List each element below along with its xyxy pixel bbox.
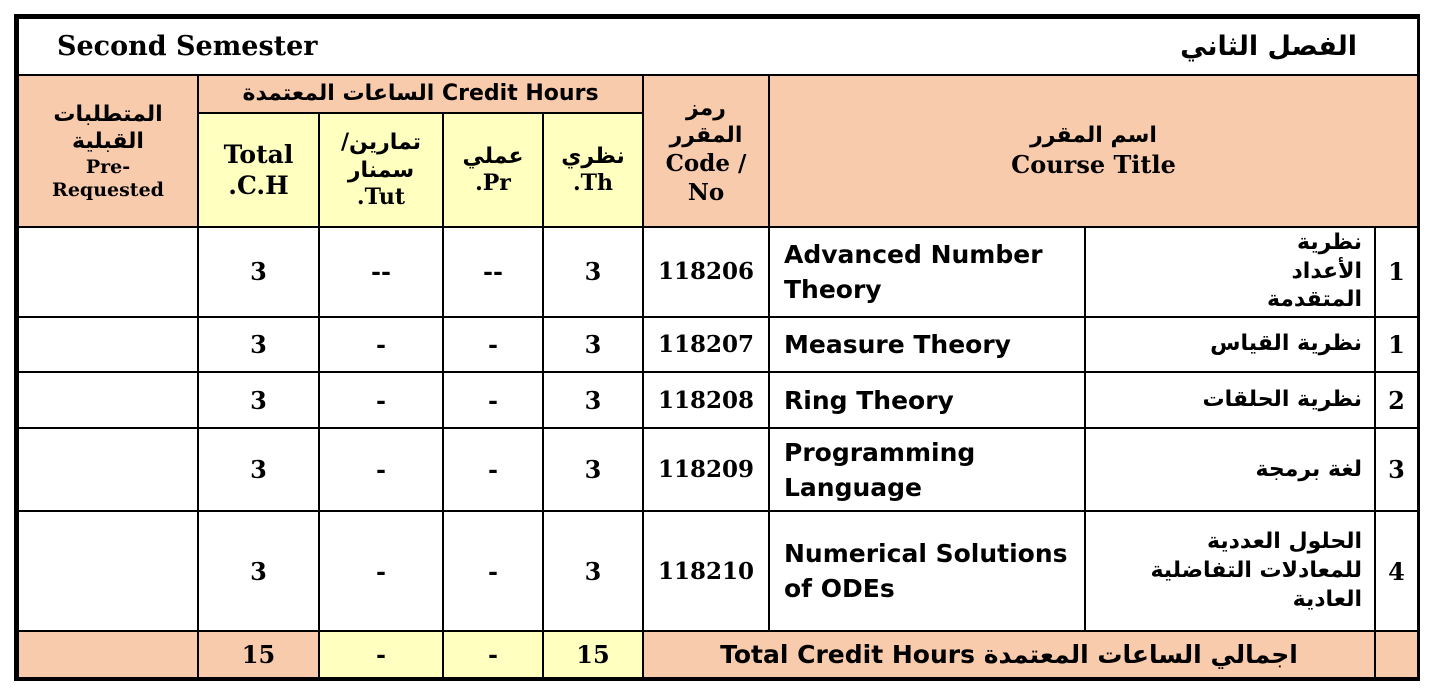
code-header-english: Code / No <box>665 149 747 206</box>
tut-header <box>319 113 443 227</box>
index-cell: 2 <box>1375 372 1418 428</box>
th-cell: 3 <box>543 317 643 373</box>
pr-header-english: .Pr <box>475 170 511 197</box>
tut-header-english: .Tut <box>356 184 406 211</box>
total-ch-header <box>198 113 319 227</box>
course-title-english: Measure Theory <box>769 317 1085 373</box>
total-ch-header-label: Total .C.H <box>223 140 294 201</box>
course-table <box>17 17 1419 679</box>
index-cell: 1 <box>1375 317 1418 373</box>
table-row <box>18 428 1418 511</box>
course-title-arabic-text: الحلول العددية للمعادلات التفاضلية العادية <box>1150 529 1362 612</box>
total-cell: 3 <box>198 372 319 428</box>
table-row <box>18 372 1418 428</box>
tut-cell: -- <box>319 227 443 316</box>
course-title-english <box>769 428 1085 511</box>
total-cell: 3 <box>198 511 319 631</box>
pr-cell: -- <box>443 227 543 316</box>
th-cell: 3 <box>543 372 643 428</box>
course-title-arabic <box>1085 511 1375 631</box>
prereq-cell <box>18 511 198 631</box>
index-cell: 1 <box>1375 227 1418 316</box>
course-title-arabic: نظرية الحلقات <box>1085 372 1375 428</box>
code-cell: 118210 <box>643 511 769 631</box>
course-title-arabic <box>1085 227 1375 316</box>
th-cell: 3 <box>543 511 643 631</box>
table-row <box>18 317 1418 373</box>
pr-cell: - <box>443 317 543 373</box>
totals-pr-cell: - <box>443 631 543 678</box>
prereq-cell <box>18 372 198 428</box>
code-cell: 118207 <box>643 317 769 373</box>
code-header-arabic: رمز المقرر <box>669 95 743 149</box>
semester-title-arabic: الفصل الثاني <box>1180 30 1358 62</box>
course-title-arabic: لغة برمجة <box>1085 428 1375 511</box>
tut-cell: - <box>319 372 443 428</box>
title-cell <box>18 18 1418 75</box>
pr-cell: - <box>443 428 543 511</box>
tut-cell: - <box>319 511 443 631</box>
course-title-header <box>769 75 1418 227</box>
title-row <box>18 18 1418 75</box>
pr-cell: - <box>443 372 543 428</box>
index-cell: 3 <box>1375 428 1418 511</box>
prereq-cell <box>18 428 198 511</box>
course-title-header-english: Course Title <box>1011 149 1176 179</box>
total-cell: 3 <box>198 428 319 511</box>
code-cell: 118209 <box>643 428 769 511</box>
prereq-cell <box>18 317 198 373</box>
course-title-header-arabic: اسم المقرر <box>1030 123 1157 149</box>
prereq-header-english: Pre-Requested <box>52 155 164 201</box>
totals-th-cell: 15 <box>543 631 643 678</box>
totals-index-cell <box>1375 631 1418 678</box>
totals-total-cell: 15 <box>198 631 319 678</box>
totals-row <box>18 631 1418 678</box>
totals-prereq-cell <box>18 631 198 678</box>
pr-header-arabic: عملي <box>462 143 524 169</box>
table-row <box>18 227 1418 316</box>
pr-header <box>443 113 543 227</box>
prereq-header <box>18 75 198 227</box>
code-cell: 118206 <box>643 227 769 316</box>
th-cell: 3 <box>543 428 643 511</box>
tut-header-arabic: تمارين/ سمنار <box>340 130 422 183</box>
tut-cell: - <box>319 428 443 511</box>
code-header <box>643 75 769 227</box>
th-cell: 3 <box>543 227 643 316</box>
pr-cell: - <box>443 511 543 631</box>
course-title-english: Advanced Number Theory <box>769 227 1085 316</box>
tut-cell: - <box>319 317 443 373</box>
total-cell: 3 <box>198 317 319 373</box>
th-header-english: .Th <box>572 170 614 197</box>
course-title-english: Ring Theory <box>769 372 1085 428</box>
prereq-cell <box>18 227 198 316</box>
th-header <box>543 113 643 227</box>
code-cell: 118208 <box>643 372 769 428</box>
semester-title-english: Second Semester <box>57 30 318 62</box>
course-title-english-text: Programming Language <box>784 437 976 502</box>
totals-tut-cell: - <box>319 631 443 678</box>
credit-hours-header-label: الساعات المعتمدة Credit Hours <box>242 81 599 107</box>
total-cell: 3 <box>198 227 319 316</box>
credit-hours-header <box>198 75 643 114</box>
header-row-1 <box>18 75 1418 114</box>
prereq-header-arabic: المتطلبات القبلية <box>53 101 163 155</box>
totals-label: اجمالي الساعات المعتمدة Total Credit Hours <box>643 631 1375 678</box>
th-header-arabic: نظري <box>561 143 625 169</box>
table-row <box>18 511 1418 631</box>
index-cell: 4 <box>1375 511 1418 631</box>
course-title-english: Numerical Solutions of ODEs <box>769 511 1085 631</box>
course-title-arabic: نظرية القياس <box>1085 317 1375 373</box>
course-title-arabic-text: نظرية الأعداد المتقدمة <box>1266 229 1362 313</box>
